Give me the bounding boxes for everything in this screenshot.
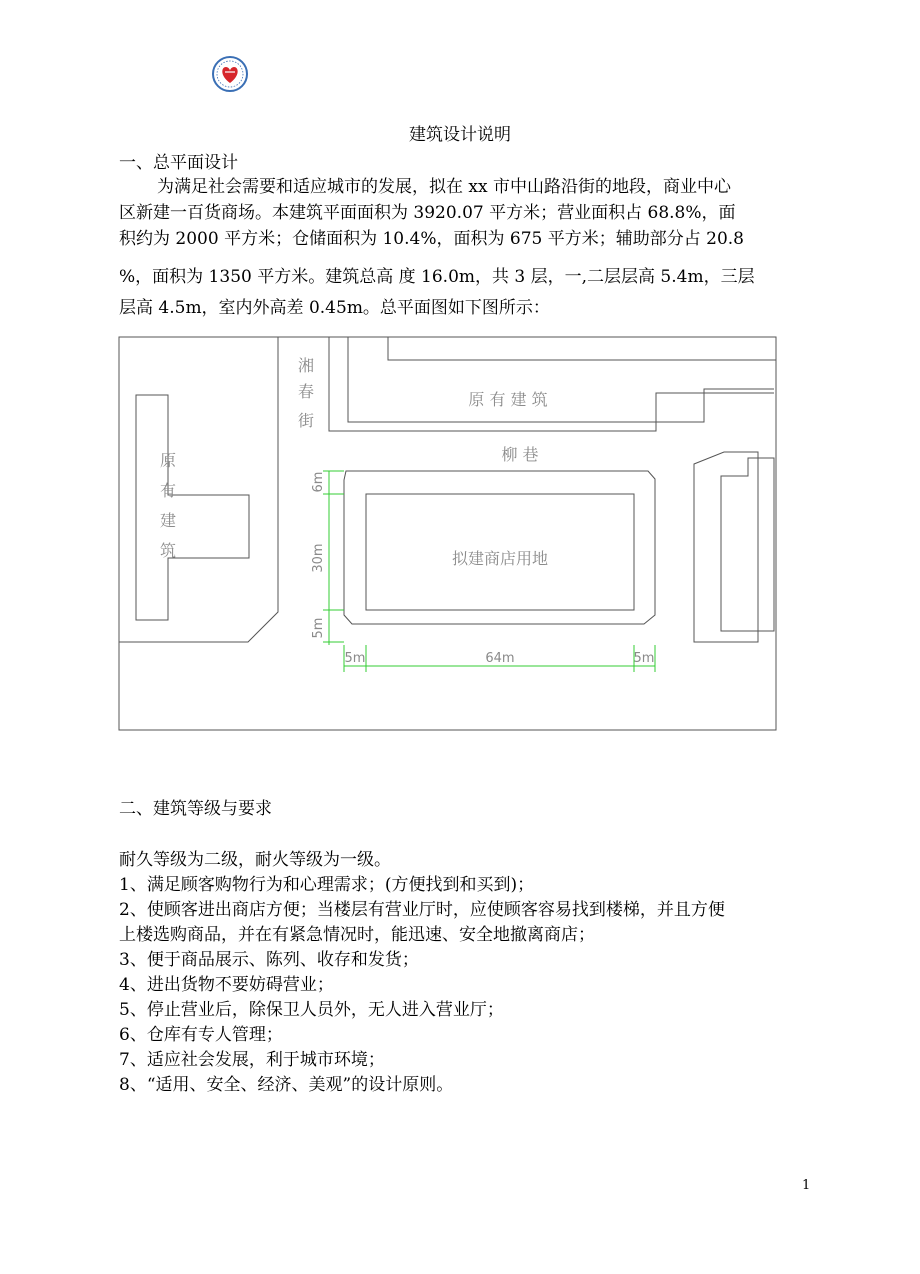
right-block: [694, 452, 758, 642]
list-item: 上楼选购商品，并在有紧急情况时，能迅速、安全地撤离商店；: [119, 925, 595, 945]
site-plan-svg: [118, 336, 778, 732]
lane-label: 柳 巷: [501, 445, 539, 464]
dimension-lines: [323, 471, 655, 672]
street-label-char-1: 湘: [297, 356, 315, 375]
existing-building-top: [348, 337, 774, 422]
list-item: 8、“适用、安全、经济、美观”的设计原则。: [119, 1075, 454, 1095]
dimension-5m-vertical: 5m: [311, 617, 326, 639]
list-item: 耐久等级为二级，耐火等级为一级。: [119, 850, 391, 870]
dimension-5m-left: 5m: [344, 651, 366, 666]
list-item: 1、满足顾客购物行为和心理需求；(方便找到和买到)；: [119, 875, 535, 895]
paragraph-line: 层高 4.5m，室内外高差 0.45m。总平面图如下图所示：: [119, 298, 550, 318]
right-block-inner: [721, 458, 774, 631]
dimension-64m: 64m: [485, 651, 515, 666]
left-existing-building: [136, 395, 249, 620]
site-plan-drawing: [118, 336, 778, 732]
paragraph-line: %，面积为 1350 平方米。建筑总高 度 16.0m，共 3 层，一,二层层高 5.4m，三层: [119, 267, 755, 287]
existing-building-top-label: 原 有 建 筑: [468, 390, 548, 409]
list-item: 3、便于商品展示、陈列、收存和发货；: [119, 950, 419, 970]
drawing-frame: [119, 337, 776, 730]
list-item: 4、进出货物不要妨碍营业；: [119, 975, 334, 995]
list-item: 5、停止营业后，除保卫人员外，无人进入营业厅；: [119, 1000, 504, 1020]
left-block-boundary: [119, 337, 278, 642]
list-item: 6、仓库有专人管理；: [119, 1025, 283, 1045]
existing-building-left-char-3: 建: [159, 511, 177, 530]
list-item: 2、使顾客进出商店方便；当楼层有营业厅时，应使顾客容易找到楼梯，并且方便: [119, 900, 725, 920]
existing-building-left-char-2: 有: [159, 481, 177, 500]
paragraph-line: 积约为 2000 平方米；仓储面积为 10.4%，面积为 675 平方米；辅助部分占 20.8: [119, 229, 744, 249]
section-heading-building-grade: 二、建筑等级与要求: [119, 799, 272, 819]
existing-building-left-char-4: 筑: [159, 541, 177, 560]
dimension-6m: 6m: [311, 471, 326, 493]
street-label-char-3: 街: [297, 411, 315, 430]
street-label-char-2: 春: [297, 382, 315, 401]
dimension-5m-right: 5m: [633, 651, 655, 666]
street-edge-top: [329, 337, 774, 431]
list-item: 7、适应社会发展，利于城市环境；: [119, 1050, 385, 1070]
existing-building-left-char-1: 原: [159, 451, 177, 470]
school-logo-icon: [211, 55, 249, 93]
existing-building-top-inner: [388, 337, 776, 360]
section-heading-site-plan: 一、总平面设计: [119, 153, 238, 173]
requirements-list: [119, 848, 831, 1098]
proposed-site-label: 拟建商店用地: [451, 549, 549, 568]
paragraph-line: 为满足社会需要和适应城市的发展，拟在 xx 市中山路沿街的地段，商业中心: [157, 177, 731, 197]
site-plan-paragraph: [119, 174, 827, 252]
dimension-30m: 30m: [311, 543, 326, 573]
page-number: 1: [802, 1178, 811, 1193]
paragraph-line: 区新建一百货商场。本建筑平面面积为 3920.07 平方米；营业面积占 68.8%，面: [119, 203, 736, 223]
site-plan-paragraph-cont: [119, 262, 827, 324]
document-title: 建筑设计说明: [409, 125, 511, 145]
